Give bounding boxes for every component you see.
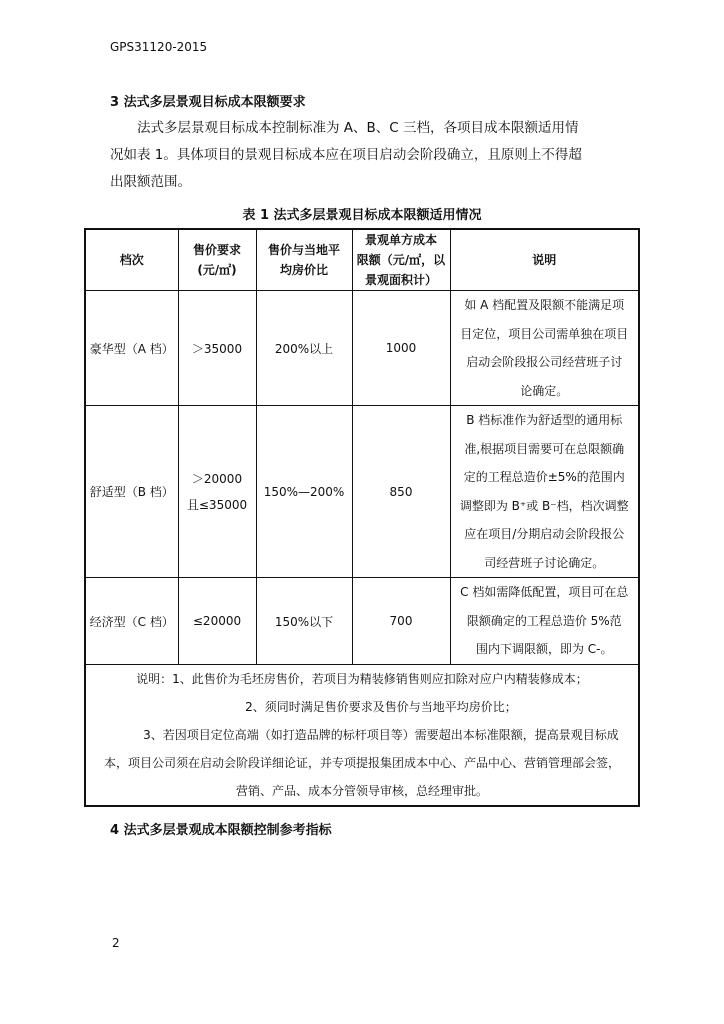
header-description: 说明 [450, 229, 639, 291]
description-line: B 档标准作为舒适型的通用标 [466, 413, 623, 427]
limit-cell: 850 [352, 406, 450, 578]
table-row [85, 291, 639, 406]
note-line: 营销、产品、成本分管领导审核，总经理审批。 [235, 784, 488, 798]
price-cell: ＞35000 [178, 291, 256, 406]
description-line: 围内下调限额，即为 C-。 [475, 642, 613, 657]
note-line: 说明：1、此售价为毛坯房售价，若项目为精装修销售则应扣除对应户内精装修成本； [136, 672, 588, 686]
description-cell [450, 578, 639, 665]
header-text: 景观单方成本 [364, 233, 437, 247]
description-line: 启动会阶段报公司经营班子讨 [466, 355, 623, 369]
table-notes-row [85, 665, 639, 807]
header-text: 均房价比 [279, 263, 328, 277]
price-line: ＞20000 [191, 471, 243, 486]
description-line: 如 A 档配置及限额不能满足项 [464, 298, 625, 312]
ratio-cell: 150%—200% [256, 406, 352, 578]
table-header-row [85, 229, 639, 291]
limit-cell: 1000 [352, 291, 450, 406]
header-text: 售价要求 [192, 243, 241, 257]
header-text: 景观面积计） [364, 273, 437, 287]
description-line: 应在项目/分期启动会阶段报公 [464, 527, 625, 541]
header-text: 售价与当地平 [267, 243, 340, 257]
description-line: C 档如需降低配置，项目可在总 [460, 585, 629, 600]
paragraph-line: 况如表 1。具体项目的景观目标成本应在项目启动会阶段确立，且原则上不得超 [110, 147, 582, 163]
description-line: 准,根据项目需要可在总限额确 [464, 441, 625, 456]
table-caption: 表 1 法式多层景观目标成本限额适用情况 [242, 208, 482, 223]
grade-cell: 经济型（C 档） [85, 578, 178, 665]
description-line: 论确定。 [520, 383, 569, 398]
section-3-paragraph [110, 115, 630, 196]
note-line: 2、须同时满足售价要求及售价与当地平均房价比； [245, 700, 517, 714]
header-grade: 档次 [85, 229, 178, 291]
description-line: 目定位，项目公司需单独在项目 [460, 326, 629, 341]
table-row [85, 406, 639, 578]
page-number: 2 [112, 936, 120, 950]
document-code: GPS31120-2015 [110, 40, 208, 54]
description-line: 定的工程总造价±5%的范围内 [463, 470, 625, 484]
section-3-heading: 3 法式多层景观目标成本限额要求 [110, 95, 306, 110]
price-line: 且≤35000 [186, 497, 248, 512]
header-text: 限额（元/㎡，以 [356, 253, 446, 267]
ratio-cell: 200%以上 [256, 291, 352, 406]
section-4-heading: 4 法式多层景观成本限额控制参考指标 [110, 823, 332, 838]
paragraph-line: 出限额范围。 [110, 174, 191, 190]
header-text: (元/㎡) [197, 263, 237, 277]
note-line: 本，项目公司须在启动会阶段详细论证，并专项提报集团成本中心、产品中心、营销管理部会签， [103, 756, 620, 770]
paragraph-line: 法式多层景观目标成本控制标准为 A、B、C 三档，各项目成本限额适用情 [137, 120, 579, 136]
note-line: 3、若因项目定位高端（如打造品牌的标杆项目等）需要超出本标准限额，提高景观目标成 [143, 728, 619, 742]
ratio-cell: 150%以下 [256, 578, 352, 665]
notes-cell [85, 665, 639, 807]
description-line: 调整即为 B⁺或 B⁻档，档次调整 [459, 498, 629, 513]
price-cell: ≤20000 [178, 578, 256, 665]
description-cell [450, 406, 639, 578]
price-cell [178, 406, 256, 578]
description-cell [450, 291, 639, 406]
description-line: 限额确定的工程总造价 5%范 [466, 613, 622, 628]
cost-limit-table [84, 228, 640, 807]
limit-cell: 700 [352, 578, 450, 665]
grade-cell: 舒适型（B 档） [85, 406, 178, 578]
grade-cell: 豪华型（A 档） [85, 291, 178, 406]
table-row [85, 578, 639, 665]
header-unit-cost-limit [352, 229, 450, 291]
header-price-ratio [256, 229, 352, 291]
description-line: 司经营班子讨论确定。 [484, 555, 605, 570]
header-price-requirement [178, 229, 256, 291]
